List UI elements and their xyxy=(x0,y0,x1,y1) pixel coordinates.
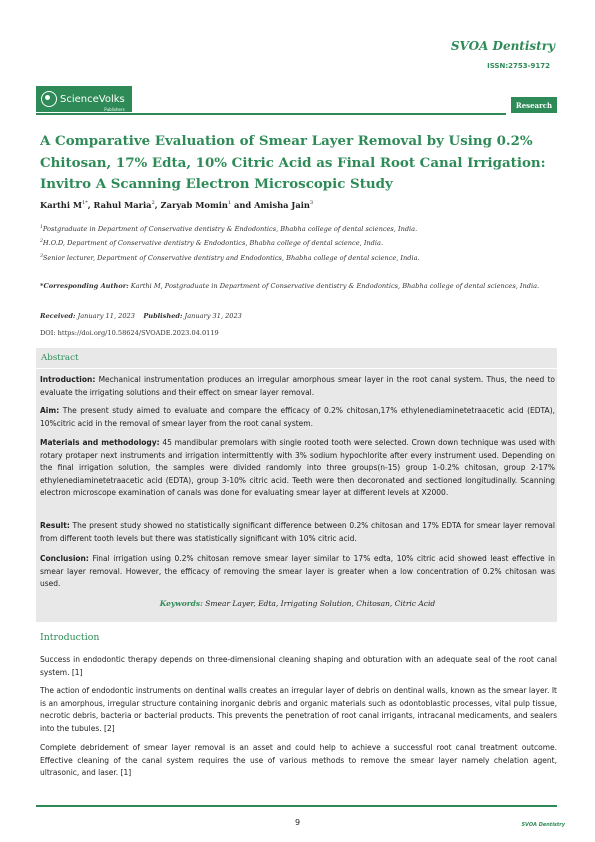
section-text: Final irrigation using 0.2% chitosan remove smear layer similar to 17% edta, 10% citric acid showed least effective in smear layer removal. However, the efficacy of removing the smear layer is greater when a low concentration of 0.2% chitosan was used. xyxy=(40,554,555,589)
doi: DOI: https://doi.org/10.58624/SVOADE.2023.04.0119 xyxy=(40,329,219,337)
section-label: Introduction: xyxy=(40,375,96,384)
affiliation xyxy=(40,239,383,247)
affiliation-sup: 2 xyxy=(40,239,43,244)
body-paragraph: The action of endodontic instruments on dentinal walls creates an irregular layer of debris on dentinal walls, known as the smear layer. It is an amorphous, irregular structure containing inorganic debris and organic materials such as odontoblastic processes, vital pulp tissue, necrotic debris, bacteria or bacterial products. This prevents the penetration of root canal irrigants, intracanal medicaments, and sealers into the tubules. [2] xyxy=(40,686,557,733)
affiliation-text: Postgraduate in Department of Conservative dentistry & Endodontics, Bhabha college of dental sciences, India. xyxy=(42,225,418,234)
author-name: Karthi M xyxy=(40,200,83,210)
section-label: Result: xyxy=(40,521,70,530)
issn: ISSN:2753-9172 xyxy=(487,62,550,70)
corresponding-label: *Corresponding Author: xyxy=(40,282,129,290)
section-label: Conclusion: xyxy=(40,554,89,563)
affiliation-text: H.O.D, Department of Conservative dentistry & Endodontics, Bhabha college of dental science, India. xyxy=(42,239,384,248)
affiliation-sup: 3 xyxy=(40,254,43,259)
corresponding-author xyxy=(40,279,560,293)
affiliation-text: Senior lecturer, Department of Conservative dentistry and Endodontics, Bhabha college of dental science, India. xyxy=(42,254,420,263)
keywords xyxy=(40,599,555,608)
section-text: 45 mandibular premolars with single rooted tooth were selected. Crown down technique was used with rotary protaper next instruments and irrigation intermittently with 3% sodium hypochlorite after every instrument used. Depending on the final irrigation solution, the samples were divided randomly into three groups(n-15) group 1-0.2% chitosan, group 2-17% ethylenediaminetetraacetic acid (EDTA), group 3-10% citric acid. Teeth were then decoronated and sectioned longitudinally. Scanning electron microscope examination of canals was done for evaluating smear layer at different levels at X2000. xyxy=(40,438,555,498)
footer-journal: SVOA Dentistry xyxy=(521,822,565,828)
section-label: Materials and methodology: xyxy=(40,438,160,447)
keywords-text: Smear Layer, Edta, Irrigating Solution, Chitosan, Citric Acid xyxy=(205,599,436,608)
author-name: Amisha Jain xyxy=(254,200,310,210)
abstract-divider xyxy=(36,368,557,369)
footer-divider xyxy=(36,805,557,807)
introduction-heading: Introduction xyxy=(40,632,100,643)
received-label: Received: xyxy=(40,312,76,320)
affiliation-sup: 1 xyxy=(40,225,43,230)
body-paragraph: Success in endodontic therapy depends on three-dimensional cleaning shaping and obturation with an adequate seal of the root canal system. [1] xyxy=(40,655,557,677)
author-sup: 2 xyxy=(151,200,155,207)
author-sup: 1* xyxy=(82,200,88,207)
body-paragraph: Complete debridement of smear layer removal is an asset and could help to achieve a successful root canal treatment outcome. Effective cleaning of the canal system requires the use of various methods to remove the smear layer namely chelation agent, ultrasonic, and laser. [1] xyxy=(40,743,557,778)
abstract-methods xyxy=(40,437,555,500)
journal-name: SVOA Dentistry xyxy=(450,39,555,53)
affiliation xyxy=(40,254,420,262)
author-name: Rahul Maria xyxy=(93,200,152,210)
section-text: The present study showed no statistically significant difference between 0.2% chitosan and 17% EDTA for smear layer removal from different tooth levels but there was statistically significant with 10% citric acid. xyxy=(40,521,555,543)
author-list: Karthi $M^{1*}$, Rahul Maria$^2$, Zaryab Momin$^1$ and Amisha Jain$^3$ xyxy=(40,200,314,210)
section-text: Mechanical instrumentation produces an irregular amorphous smear layer in the root canal system. Thus, the need to evaluate the irrigating solutions and their effect on smear layer removal. xyxy=(40,375,555,397)
logo-sub: Publishers xyxy=(104,106,125,112)
header-divider xyxy=(36,113,506,115)
logo-name: ScienceVolks xyxy=(60,93,125,105)
published-label: Published: xyxy=(143,312,183,320)
abstract-result xyxy=(40,520,555,545)
article-title: A Comparative Evaluation of Smear Layer Removal by Using 0.2% Chitosan, 17% Edta, 10% Citric Acid as Final Root Canal Irrigation: Invitro A Scanning Electron Microscopic Study xyxy=(40,133,546,192)
page-number: 9 xyxy=(294,818,301,827)
logo-icon xyxy=(41,91,57,107)
section-text: The present study aimed to evaluate and compare the efficacy of 0.2% chitosan,17% ethylenediaminetetraacetic acid (EDTA), 10%citric acid in the removal of smear layer from the root canal system. xyxy=(40,406,555,428)
affiliation xyxy=(40,225,417,233)
abstract-conclusion xyxy=(40,553,555,591)
section-label: Aim: xyxy=(40,406,60,415)
publisher-logo xyxy=(36,86,132,112)
keywords-label: Keywords: xyxy=(159,599,203,608)
author-sup: 1 xyxy=(227,200,232,207)
published-date: January 31, 2023 xyxy=(184,312,242,320)
article-type-badge: Research xyxy=(511,97,557,113)
abstract-heading: Abstract xyxy=(41,353,79,363)
corresponding-text: Karthi M, Postgraduate in Department of Conservative dentistry & Endodontics, Bhabha college of dental sciences, India. xyxy=(130,282,540,290)
author-sup: 3 xyxy=(309,200,314,207)
received-date: January 11, 2023 xyxy=(77,312,135,320)
abstract-introduction xyxy=(40,374,555,399)
article-dates xyxy=(40,309,560,323)
author-name: Zaryab Momin xyxy=(160,200,228,210)
abstract-aim xyxy=(40,405,555,430)
